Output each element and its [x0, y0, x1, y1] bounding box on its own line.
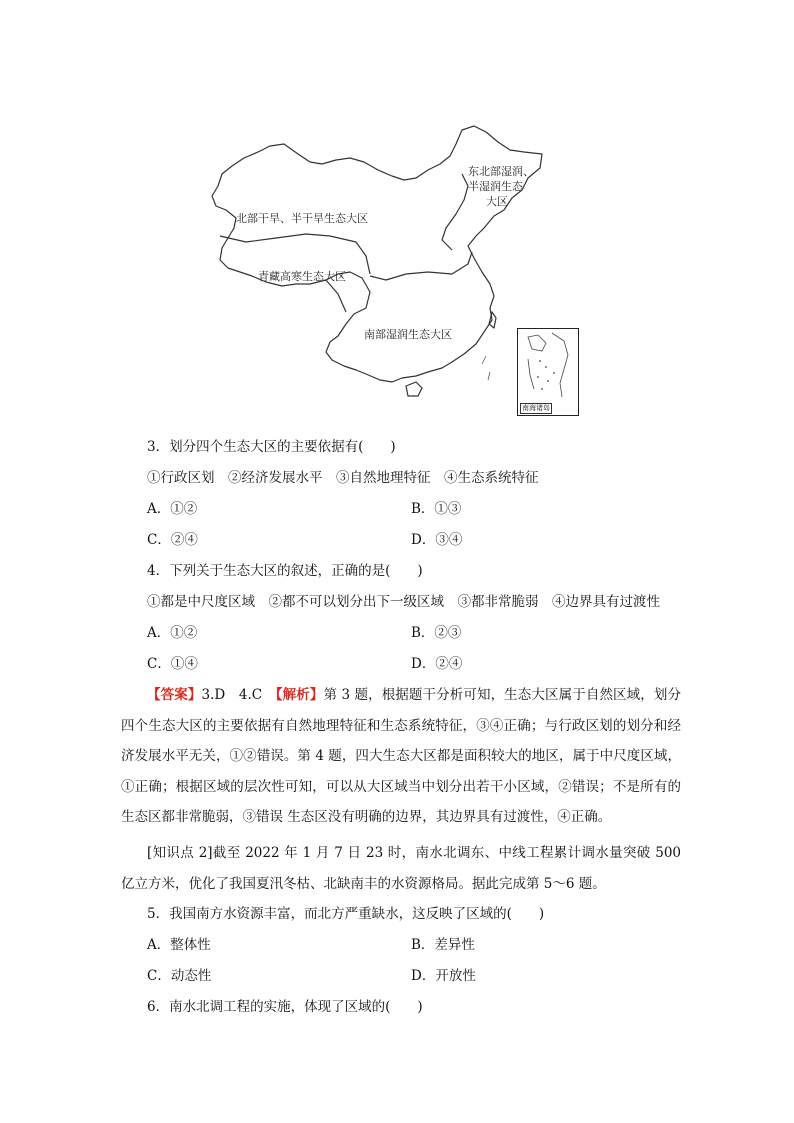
- q5-option-a: A．整体性: [147, 937, 211, 953]
- answer-explanation: [121, 680, 681, 833]
- q3-option-b: B．①③: [411, 501, 462, 517]
- south-china-sea-inset: [517, 328, 579, 416]
- q5-stem: 5．我国南方水资源丰富，而北方严重缺水，这反映了区域的( ): [147, 906, 545, 922]
- inset-label: 南海诸岛: [522, 404, 550, 412]
- q4-option-b: B．②③: [411, 625, 462, 641]
- q4-option-d: D．②④: [411, 656, 463, 672]
- q4-stem: 4．下列关于生态大区的叙述，正确的是( ): [147, 563, 423, 579]
- knowledge-point-2: [121, 838, 681, 899]
- answer-text: 3.D 4.C: [201, 687, 276, 703]
- q4-option-c: C．①④: [147, 656, 198, 672]
- q4-items: ①都是中尺度区域 ②都不可以划分出下一级区域 ③都非常脆弱 ④边界具有过渡性: [147, 594, 660, 610]
- q5-option-c: C．动态性: [147, 968, 212, 984]
- q4-option-a: A．①②: [147, 625, 198, 641]
- qinghai-tibet-region-label: 青藏高寒生态大区: [258, 270, 346, 283]
- q3-option-c: C．②④: [147, 532, 198, 548]
- knowledge-text: [知识点 2]截至 2022 年 1 月 7 日 23 时，南水北调东、中线工程累计调水量突破 500 亿立方米，优化了我国夏汛冬枯、北缺南丰的水资源格局。据此完成第 5～6 题。: [121, 845, 681, 892]
- q3-items: ①行政区划 ②经济发展水平 ③自然地理特征 ④生态系统特征: [147, 470, 539, 486]
- north-region-label: 北部干旱、半干旱生态大区: [236, 212, 368, 225]
- q3-option-d: D．③④: [411, 532, 463, 548]
- analysis-tag: 【解析】: [275, 687, 324, 703]
- q5-option-b: B．差异性: [411, 937, 475, 953]
- south-region-label: 南部湿润生态大区: [364, 328, 452, 341]
- analysis-text: 第 3 题，根据题干分析可知，生态大区属于自然区域，划分四个生态大区的主要依据有自然地理特征和生态系统特征，③④正确；与行政区划的划分和经济发展水平无关，①②错误。第 4 题，四大生态大区都是面积较大的地区，属于中尺度区域，①正确；根据区域的层次性可知，可以从大区域当中划分出若干小区域，②错误；不是所有的生态区都非常脆弱，③错误 生态区没有明确的边界，其边界具有过渡性，④正确。: [121, 687, 681, 825]
- northeast-region-label: 东北部湿润、 半湿润生态 大区: [468, 165, 534, 208]
- q3-option-a: A．①②: [147, 501, 198, 517]
- q5-option-d: D．开放性: [411, 968, 476, 984]
- q3-stem: 3．划分四个生态大区的主要依据有( ): [147, 439, 396, 455]
- answer-tag: 【答案】: [147, 687, 202, 703]
- q6-stem: 6．南水北调工程的实施，体现了区域的( ): [147, 999, 423, 1015]
